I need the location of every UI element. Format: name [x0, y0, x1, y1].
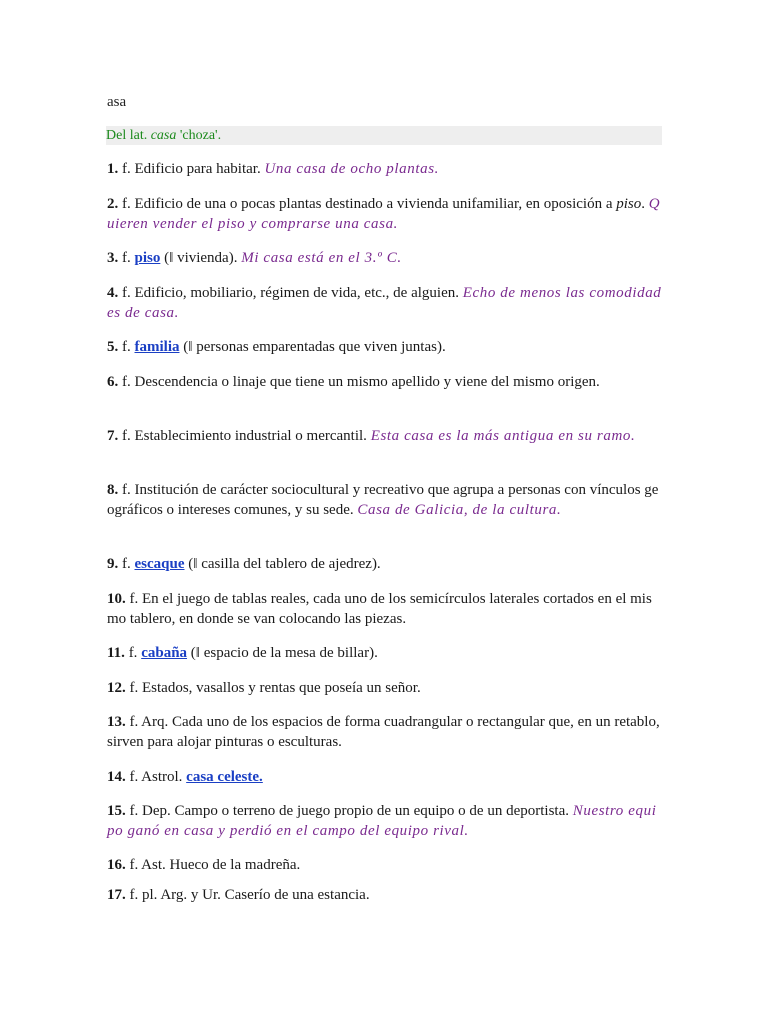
usage-example: Nuestro equipo ganó en casa y perdió en el campo del equipo rival.: [107, 803, 657, 839]
definition-text: f. Institución de carácter sociocultural y recreativo que agrupa a personas con vínculos geográficos o intereses comunes, y su sede.: [107, 482, 659, 518]
definition-entry: [107, 644, 663, 664]
definition-text: f. En el juego de tablas reales, cada uno de los semicírculos laterales cortados en el mismo tablero, en donde se van colocando las piezas.: [107, 591, 652, 627]
definition-number: 2.: [107, 196, 119, 212]
definition-text: (‖ casilla del tablero de ajedrez).: [184, 556, 381, 572]
definition-number: 13.: [107, 714, 126, 730]
definition-entry: [107, 768, 663, 788]
definition-entry: [107, 886, 663, 906]
definition-number: 1.: [107, 161, 119, 177]
etymology-prefix: Del lat.: [106, 128, 151, 143]
definition-entry: [107, 679, 663, 699]
definition-text: f. Edificio de una o pocas plantas destinado a vivienda unifamiliar, en oposición a: [118, 196, 617, 212]
definition-entry: [107, 713, 663, 752]
definition-text: f.: [118, 556, 135, 572]
definition-number: 5.: [107, 339, 119, 355]
definition-text: f. Arq. Cada uno de los espacios de forma cuadrangular o rectangular que, en un retablo, sirven para alojar pinturas o esculturas.: [107, 714, 660, 750]
definition-number: 9.: [107, 556, 119, 572]
definition-text: f. Dep. Campo o terreno de juego propio de un equipo o de un deportista.: [125, 803, 573, 819]
etymology-word: casa: [150, 128, 177, 143]
headword: asa: [107, 94, 127, 110]
definition-number: 7.: [107, 428, 119, 444]
definition-entry: [107, 856, 663, 876]
definition-number: 15.: [107, 803, 126, 819]
usage-example: Una casa de ocho plantas.: [264, 161, 440, 177]
definition-entry: [107, 284, 663, 323]
definition-entry: [107, 481, 663, 520]
definition-entry: [107, 160, 663, 180]
etymology-line: [106, 126, 662, 145]
definition-number: 4.: [107, 285, 119, 301]
definition-text: f. Astrol.: [125, 769, 187, 785]
cross-reference-link[interactable]: piso: [134, 250, 161, 266]
definition-number: 3.: [107, 250, 119, 266]
definition-entry: [107, 427, 663, 447]
etymology-gloss: 'choza'.: [176, 128, 222, 143]
definition-entry: [107, 590, 663, 629]
definition-number: 12.: [107, 680, 126, 696]
definition-entry: [107, 195, 663, 234]
definition-number: 11.: [107, 645, 125, 661]
definition-text: f.: [124, 645, 142, 661]
definition-entry: [107, 338, 663, 358]
definition-text: f. pl. Arg. y Ur. Caserío de una estancia.: [125, 887, 370, 903]
usage-example: Echo de menos las comodidades de casa.: [107, 285, 662, 321]
definition-entry: [107, 802, 663, 841]
usage-example: Casa de Galicia, de la cultura.: [357, 501, 562, 518]
italic-term: piso: [616, 196, 642, 212]
definition-number: 10.: [107, 591, 126, 607]
definition-entry: [107, 555, 663, 575]
definition-text: f.: [118, 250, 135, 266]
definition-text: f. Edificio para habitar.: [118, 161, 265, 177]
cross-reference-link[interactable]: casa celeste.: [186, 769, 263, 785]
definition-text: (‖ espacio de la mesa de billar).: [187, 645, 378, 661]
definition-number: 16.: [107, 857, 126, 873]
definition-number: 17.: [107, 887, 126, 903]
definition-text: f. Ast. Hueco de la madreña.: [125, 857, 301, 873]
usage-example: Mi casa está en el 3.º C.: [241, 250, 402, 266]
cross-reference-link[interactable]: cabaña: [141, 645, 188, 661]
definition-text: f. Descendencia o linaje que tiene un mismo apellido y viene del mismo origen.: [118, 374, 600, 390]
usage-example: Esta casa es la más antigua en su ramo.: [370, 428, 636, 444]
definition-number: 14.: [107, 769, 126, 785]
definition-text: (‖ vivienda).: [160, 250, 242, 266]
definition-text: f. Edificio, mobiliario, régimen de vida, etc., de alguien.: [118, 285, 463, 301]
cross-reference-link[interactable]: familia: [134, 339, 180, 355]
definition-number: 8.: [107, 482, 119, 498]
definition-text: f. Establecimiento industrial o mercantil.: [118, 428, 371, 444]
definition-entry: [107, 249, 663, 269]
definition-entry: [107, 373, 663, 393]
definition-text: (‖ personas emparentadas que viven juntas).: [179, 339, 446, 355]
definition-text: f.: [118, 339, 135, 355]
cross-reference-link[interactable]: escaque: [134, 556, 185, 572]
definition-text: f. Estados, vasallos y rentas que poseía un señor.: [125, 680, 421, 696]
definition-number: 6.: [107, 374, 119, 390]
definition-text: .: [641, 196, 649, 212]
usage-example: Quieren vender el piso y comprarse una casa.: [107, 196, 661, 232]
